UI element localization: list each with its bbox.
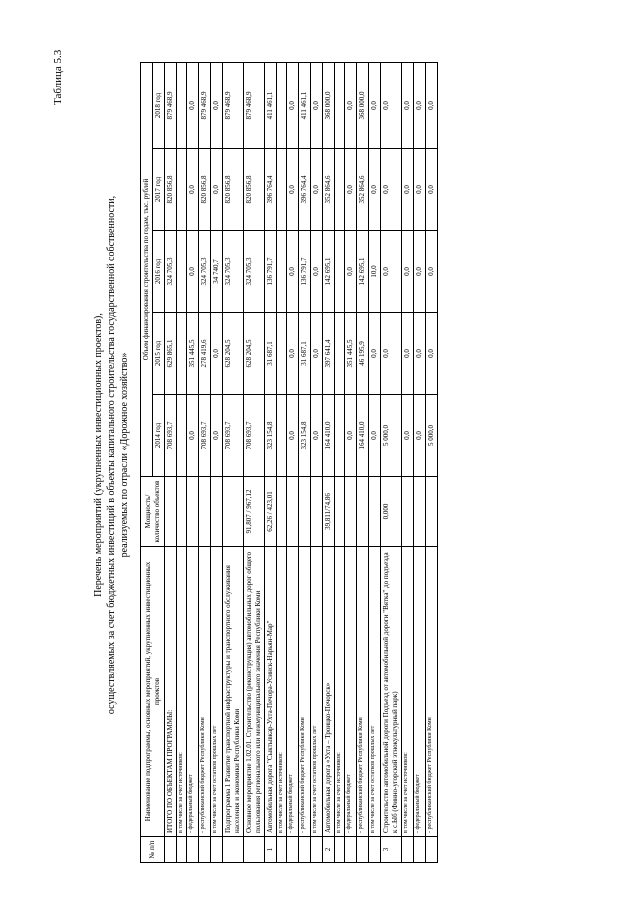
table-row xyxy=(265,62,277,862)
row-name: - федеральный бюджет xyxy=(414,547,426,837)
row-value: 0,0 xyxy=(402,62,414,148)
row-value: 820 856,8 xyxy=(244,149,265,231)
header-capacity: Мощность/ количество объектов xyxy=(141,477,165,547)
row-value: 0,0 xyxy=(287,313,299,395)
row-value: 879 468,9 xyxy=(199,62,211,148)
header-year-2015: 2015 год xyxy=(153,313,165,395)
row-value: 708 693,7 xyxy=(165,395,177,477)
table-row xyxy=(177,62,187,862)
row-number: 1 xyxy=(265,837,277,863)
row-value: 628 204,5 xyxy=(244,313,265,395)
row-value: 0,0 xyxy=(211,395,223,477)
header-year-2016: 2016 год xyxy=(153,231,165,313)
row-value: 0,0 xyxy=(311,231,323,313)
row-name: Строительство автомобильной дороги Подъезд от автомобильной дороги "Вятка" до подъезда к с.Ыб (Финно-угорский этнокультурный парк) xyxy=(381,547,402,837)
row-number xyxy=(369,837,381,863)
row-value: 10,0 xyxy=(369,231,381,313)
row-value: 629 865,1 xyxy=(165,313,177,395)
row-number xyxy=(357,837,369,863)
row-number: 2 xyxy=(323,837,335,863)
table-row xyxy=(187,62,199,862)
table-row xyxy=(299,62,311,862)
row-value: 0,0 xyxy=(369,62,381,148)
row-capacity xyxy=(357,477,369,547)
row-value: 0,0 xyxy=(414,313,426,395)
row-value: 46 195,9 xyxy=(357,313,369,395)
row-value: 31 687,1 xyxy=(299,313,311,395)
row-capacity xyxy=(426,477,438,547)
row-name: - федеральный бюджет xyxy=(345,547,357,837)
row-capacity xyxy=(299,477,311,547)
table-row xyxy=(357,62,369,862)
table-row xyxy=(244,62,265,862)
row-value: 628 204,5 xyxy=(223,313,244,395)
row-value xyxy=(177,62,187,148)
row-capacity xyxy=(402,477,414,547)
row-value: 0,0 xyxy=(426,149,438,231)
row-value: 0,0 xyxy=(211,313,223,395)
row-value: 396 764,4 xyxy=(299,149,311,231)
row-value: 879 468,9 xyxy=(244,62,265,148)
row-value xyxy=(277,395,287,477)
row-value: 34 740,7 xyxy=(211,231,223,313)
row-value: 5 000,0 xyxy=(381,395,402,477)
row-value: 879 468,9 xyxy=(165,62,177,148)
row-value: 0,0 xyxy=(402,395,414,477)
row-number xyxy=(414,837,426,863)
row-name: в том числе за счет остатков прошлых лет xyxy=(369,547,381,837)
table-row xyxy=(223,62,244,862)
row-value xyxy=(335,149,345,231)
row-capacity xyxy=(287,477,299,547)
row-value: 879 468,9 xyxy=(223,62,244,148)
row-value: 323 154,8 xyxy=(265,395,277,477)
header-name: Наименование подпрограммы, основных мероприятий, укрупненных инвестиционных проектов xyxy=(141,547,165,837)
row-value: 164 410,0 xyxy=(357,395,369,477)
row-name: Автомобильная дорога «Ухта – Троицко-Печорск» xyxy=(323,547,335,837)
row-capacity: 62,26 / 423,01 xyxy=(265,477,277,547)
row-value: 324 705,3 xyxy=(199,231,211,313)
row-number xyxy=(335,837,345,863)
row-value: 0,0 xyxy=(381,313,402,395)
row-capacity xyxy=(277,477,287,547)
row-value: 0,0 xyxy=(287,149,299,231)
row-value: 820 856,8 xyxy=(165,149,177,231)
row-value: 164 410,0 xyxy=(323,395,335,477)
row-value: 0,0 xyxy=(369,313,381,395)
row-value: 0,0 xyxy=(187,395,199,477)
row-value: 0,0 xyxy=(311,62,323,148)
row-value: 0,0 xyxy=(402,231,414,313)
row-value: 368 000,0 xyxy=(323,62,335,148)
row-number xyxy=(165,837,177,863)
row-value: 142 695,1 xyxy=(323,231,335,313)
table-row xyxy=(402,62,414,862)
row-value xyxy=(335,313,345,395)
row-number xyxy=(426,837,438,863)
row-value xyxy=(177,313,187,395)
row-number xyxy=(187,837,199,863)
row-value: 0,0 xyxy=(345,62,357,148)
row-value: 708 693,7 xyxy=(199,395,211,477)
row-name: Основное мероприятие 1.02.01. Строительство (реконструкция) автомобильных дорог общего пользования регионального или межмуниципального значения Республики Коми xyxy=(244,547,265,837)
row-value: 0,0 xyxy=(345,149,357,231)
row-value: 324 705,3 xyxy=(223,231,244,313)
row-value: 0,0 xyxy=(287,62,299,148)
table-row xyxy=(381,62,402,862)
row-value: 0,0 xyxy=(414,231,426,313)
row-capacity xyxy=(335,477,345,547)
header-year-2018: 2018 год xyxy=(153,62,165,148)
row-number xyxy=(345,837,357,863)
row-name: в том числе за счет источников: xyxy=(402,547,414,837)
row-value: 0,0 xyxy=(414,395,426,477)
row-capacity xyxy=(223,477,244,547)
row-value: 278 419,6 xyxy=(199,313,211,395)
row-value: 0,0 xyxy=(311,149,323,231)
row-capacity xyxy=(369,477,381,547)
row-value: 368 000,0 xyxy=(357,62,369,148)
investment-projects-table xyxy=(140,62,438,863)
row-value: 136 791,7 xyxy=(299,231,311,313)
row-value: 0,0 xyxy=(426,62,438,148)
row-capacity: 0,000 xyxy=(381,477,402,547)
row-value: 0,0 xyxy=(369,149,381,231)
row-name: - республиканский бюджет Республики Коми xyxy=(299,547,311,837)
row-capacity xyxy=(345,477,357,547)
row-value: 0,0 xyxy=(287,231,299,313)
header-year-2014: 2014 год xyxy=(153,395,165,477)
row-number xyxy=(311,837,323,863)
table-row xyxy=(345,62,357,862)
row-value xyxy=(335,62,345,148)
row-value: 0,0 xyxy=(414,149,426,231)
row-value: 820 856,8 xyxy=(199,149,211,231)
row-value: 31 687,1 xyxy=(265,313,277,395)
row-value xyxy=(335,231,345,313)
table-row xyxy=(199,62,211,862)
row-value: 0,0 xyxy=(426,313,438,395)
row-name: в том числе за счет остатков прошлых лет xyxy=(211,547,223,837)
row-number: 3 xyxy=(381,837,402,863)
row-name: - федеральный бюджет xyxy=(287,547,299,837)
row-value: 351 445,5 xyxy=(187,313,199,395)
row-number xyxy=(402,837,414,863)
row-capacity xyxy=(177,477,187,547)
row-value: 324 705,3 xyxy=(244,231,265,313)
row-value: 0,0 xyxy=(211,62,223,148)
row-value: 351 445,5 xyxy=(345,313,357,395)
row-number xyxy=(277,837,287,863)
row-value: 0,0 xyxy=(311,313,323,395)
row-name: - республиканский бюджет Республики Коми xyxy=(426,547,438,837)
row-value: 324 705,3 xyxy=(165,231,177,313)
title-line-2: осуществляемых за счет бюджетных инвестиций в объекты капитального строительства государственной собственности, xyxy=(106,195,117,715)
row-value: 397 641,4 xyxy=(323,313,335,395)
row-number xyxy=(244,837,265,863)
row-value: 5 000,0 xyxy=(426,395,438,477)
row-value xyxy=(177,149,187,231)
row-value: 708 693,7 xyxy=(244,395,265,477)
header-year-2017: 2017 год xyxy=(153,149,165,231)
row-name: в том числе за счет остатков прошлых лет xyxy=(311,547,323,837)
row-value xyxy=(277,313,287,395)
row-capacity xyxy=(187,477,199,547)
title-line-1: Перечень мероприятий (укрупненных инвестиционных проектов), xyxy=(93,313,104,597)
table-row xyxy=(277,62,287,862)
table-row xyxy=(335,62,345,862)
row-value xyxy=(277,231,287,313)
row-value: 352 864,6 xyxy=(357,149,369,231)
row-number xyxy=(199,837,211,863)
row-capacity: 39,811/74,86 xyxy=(323,477,335,547)
row-value: 0,0 xyxy=(311,395,323,477)
row-value: 411 461,1 xyxy=(299,62,311,148)
table-row xyxy=(211,62,223,862)
row-value xyxy=(277,62,287,148)
row-name: - республиканский бюджет Республики Коми xyxy=(357,547,369,837)
row-capacity xyxy=(199,477,211,547)
row-capacity xyxy=(165,477,177,547)
row-value: 0,0 xyxy=(414,62,426,148)
row-value: 0,0 xyxy=(287,395,299,477)
row-value: 142 695,1 xyxy=(357,231,369,313)
table-number: Таблица 5.3 xyxy=(52,49,64,105)
table-row xyxy=(165,62,177,862)
row-value: 708 693,7 xyxy=(223,395,244,477)
row-name: в том числе за счет источников: xyxy=(177,547,187,837)
row-name: - республиканский бюджет Республики Коми xyxy=(199,547,211,837)
row-value: 0,0 xyxy=(187,231,199,313)
table-row xyxy=(287,62,299,862)
row-name: в том числе за счет источников: xyxy=(277,547,287,837)
title-line-3: реализуемых по отрасли «Дорожное хозяйство» xyxy=(119,352,130,558)
table-body xyxy=(165,62,438,862)
row-name: ИТОГО ПО ОБЪЕКТАМ ПРОГРАММЫ: xyxy=(165,547,177,837)
row-name: Подпрограмма 1 Развитие транспортной инфраструктуры и транспортного обслуживания населения и экономики Республики Коми xyxy=(223,547,244,837)
row-value: 0,0 xyxy=(369,395,381,477)
row-value xyxy=(277,149,287,231)
row-capacity xyxy=(311,477,323,547)
row-value: 0,0 xyxy=(402,313,414,395)
row-value: 0,0 xyxy=(381,62,402,148)
row-value: 0,0 xyxy=(402,149,414,231)
row-value: 0,0 xyxy=(345,231,357,313)
row-value: 0,0 xyxy=(187,62,199,148)
row-value: 0,0 xyxy=(345,395,357,477)
table-row xyxy=(426,62,438,862)
row-value: 352 864,6 xyxy=(323,149,335,231)
row-number xyxy=(287,837,299,863)
table-row xyxy=(323,62,335,862)
row-value: 820 856,8 xyxy=(223,149,244,231)
header-funding: Объем финансирования строительства по годам, тыс. рублей xyxy=(141,62,153,476)
row-capacity xyxy=(414,477,426,547)
row-value: 0,0 xyxy=(211,149,223,231)
row-value: 396 764,4 xyxy=(265,149,277,231)
table-row xyxy=(369,62,381,862)
row-value xyxy=(335,395,345,477)
row-value: 0,0 xyxy=(187,149,199,231)
row-number xyxy=(223,837,244,863)
row-value xyxy=(177,395,187,477)
document-title xyxy=(92,45,131,865)
row-number xyxy=(177,837,187,863)
row-value xyxy=(177,231,187,313)
header-num: № п/п xyxy=(141,837,165,863)
row-value: 136 791,7 xyxy=(265,231,277,313)
row-value: 323 154,8 xyxy=(299,395,311,477)
row-value: 0,0 xyxy=(381,149,402,231)
row-name: Автомобильная дорога "Сыктывкар-Ухта-Печора-Усинск-Нарьян-Мар" xyxy=(265,547,277,837)
row-value: 0,0 xyxy=(381,231,402,313)
row-capacity xyxy=(211,477,223,547)
row-name: - федеральный бюджет xyxy=(187,547,199,837)
row-name: в том числе за счет источников: xyxy=(335,547,345,837)
row-value: 0,0 xyxy=(426,231,438,313)
row-number xyxy=(211,837,223,863)
row-number xyxy=(299,837,311,863)
row-capacity: 91,807 / 967,12 xyxy=(244,477,265,547)
table-row xyxy=(311,62,323,862)
row-value: 411 461,1 xyxy=(265,62,277,148)
table-row xyxy=(414,62,426,862)
